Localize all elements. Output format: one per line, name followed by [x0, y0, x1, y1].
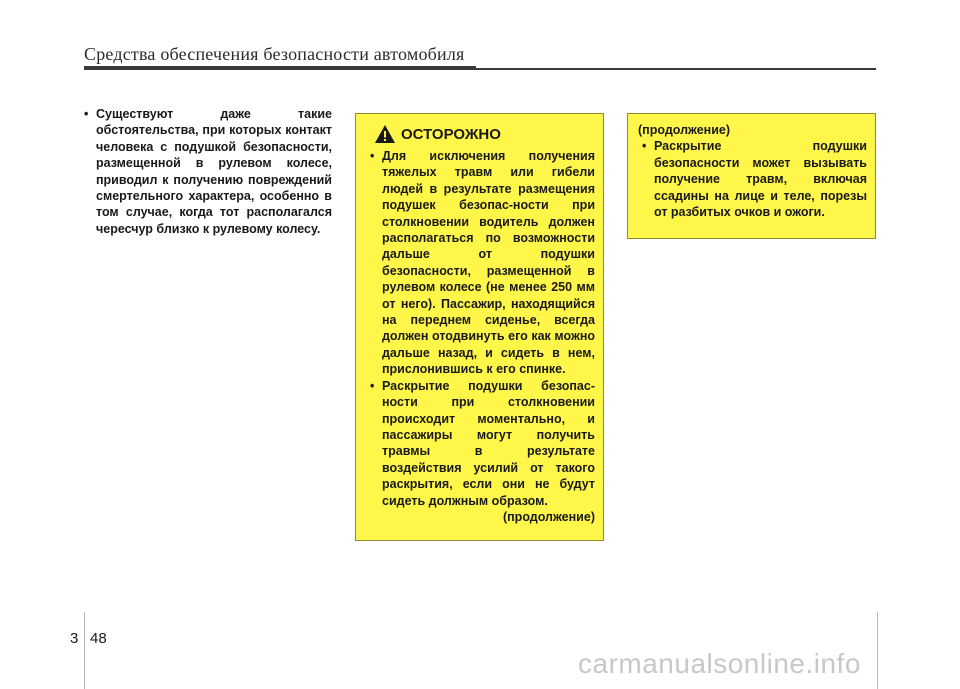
warning-bullet-1: • Для исключения получения тяжелых травм или гибели людей в результате размещения подушек безопас-ности при столкновении водитель должен располагаться по возможности дальше от подушки безопасности, размещенной в рулевом колесе (не менее 250 мм от него). Пассажир, находящийся на переднем сиденье, всегда должен отодвинуть его как можно дальше назад, и сидеть в нем, прислонившись к его спинке. — [366, 148, 595, 378]
warning-continued-label: (продолжение) — [502, 509, 595, 524]
page-header-title: Средства обеспечения безопасности автомобиля — [84, 44, 465, 64]
footer-divider-left — [84, 612, 85, 689]
continuation-label: (продолжение) — [638, 123, 731, 137]
warning-title: ОСТОРОЖНО — [401, 125, 501, 143]
footer-divider-right — [877, 612, 878, 689]
continuation-bullet: • Раскрытие подушки безопасности может вызывать получение травм, включая ссадины на лице и теле, порезы от разбитых очков и ожоги. — [638, 138, 867, 220]
left-column — [80, 106, 332, 237]
watermark: carmanualsonline.info — [578, 648, 861, 679]
warning-bullet-2: • Раскрытие подушки безопас-ности при столкновении происходит моментально, и пассажиры могут получить травмы в результате воздействия усилий от такого раскрытия, если они не будут сидеть должным образом. — [366, 378, 595, 509]
header-rule-thick — [84, 66, 476, 70]
chapter-number: 3 — [70, 630, 79, 647]
warning-triangle-icon — [374, 124, 396, 144]
warning-header — [374, 124, 595, 144]
continuation-box — [627, 113, 876, 239]
header-rule-thin — [476, 68, 876, 70]
warning-box — [355, 113, 604, 541]
left-bullet-text: • Существуют даже такие обстоятельства, при которых контакт человека с подушкой безопасности, размещенной в рулевом колесе, приводил к получению повреждений смертельного характера, особенно в том случае, когда тот располагался чересчур близко к рулевому колесу. — [80, 106, 332, 237]
page-number: 48 — [90, 630, 107, 647]
